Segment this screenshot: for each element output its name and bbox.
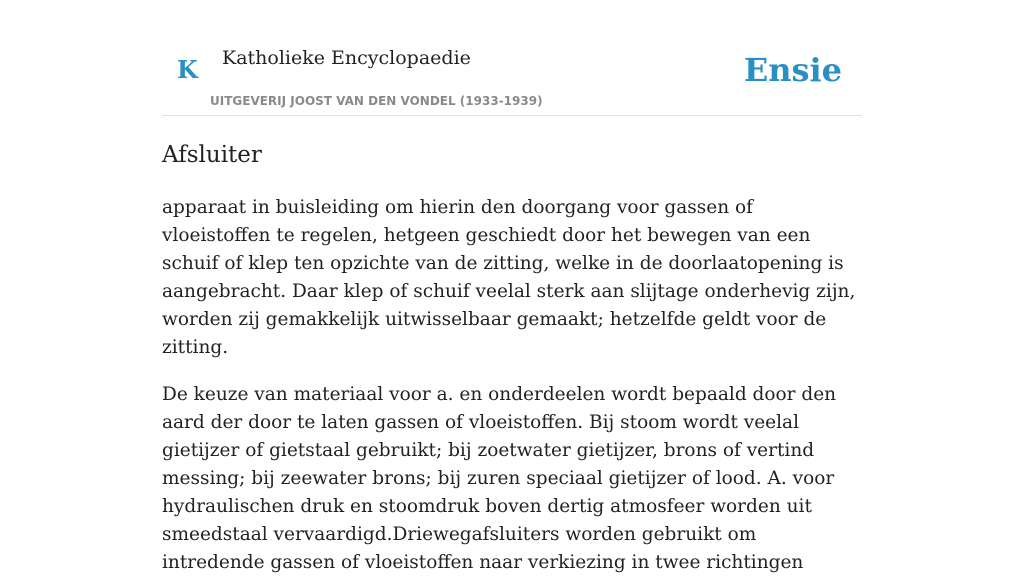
publisher-label: UITGEVERIJ JOOST VAN DEN VONDEL (1933-1939) [210, 94, 543, 108]
article-paragraph: apparaat in buisleiding om hierin den doorgang voor gassen of vloeistoffen te regelen, hetgeen geschiedt door het bewegen van een schuif of klep ten opzichte van de zitting, welke in de doorlaatopening is aangebracht. Daar klep of schuif veelal sterk aan slijtage onderhevig zijn, worden zij gemakkelijk uitwisselbaar gemaakt; hetzelfde geldt voor de zitting. [162, 197, 856, 358]
book-logo[interactable]: K [177, 55, 198, 84]
entry-title: Afsluiter [162, 142, 262, 168]
book-title-link[interactable]: Katholieke Encyclopaedie [222, 47, 471, 69]
page-container [162, 0, 862, 577]
ensie-logo[interactable]: Ensie [743, 51, 842, 89]
article-paragraph: De keuze van materiaal voor a. en onderdeelen wordt bepaald door den aard der door te laten gassen of vloeistoffen. Bij stoom wordt veelal gietijzer of gietstaal gebruikt; bij zoetwater gietijzer, brons of vertind messing; bij zeewater brons; bij zuren speciaal gietijzer of lood. A. voor hydraulischen druk en stoomdruk boven dertig atmosfeer worden uit smeedstaal vervaardigd.Driewegafsluiters worden gebruikt om intredende gassen of vloeistoffen naar verkiezing in twee richtingen [162, 384, 837, 573]
page-header [162, 0, 862, 116]
